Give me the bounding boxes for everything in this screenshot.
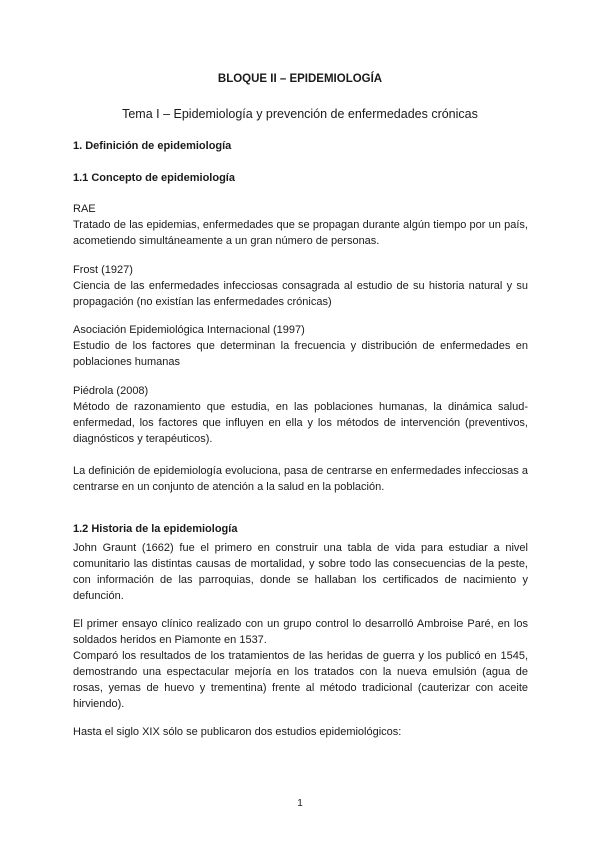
definition-source-frost: Frost (1927) bbox=[73, 264, 133, 276]
definition-source-aei: Asociación Epidemiológica Internacional (1997) bbox=[73, 324, 305, 336]
topic-subtitle: Tema I – Epidemiología y prevención de enfermedades crónicas bbox=[122, 107, 478, 121]
definition-text-aei: Estudio de los factores que determinan la frecuencia y distribución de enfermedades en poblaciones humanas bbox=[73, 340, 528, 368]
section-heading-1-2: 1.2 Historia de la epidemiología bbox=[73, 523, 238, 535]
definition-source-piedrola: Piédrola (2008) bbox=[73, 385, 149, 397]
document-title: BLOQUE II – EPIDEMIOLOGÍA bbox=[217, 73, 383, 85]
history-xix-paragraph: Hasta el siglo XIX sólo se publicaron dos estudios epidemiológicos: bbox=[73, 726, 402, 738]
evolution-paragraph: La definición de epidemiología evoluciona, pasa de centrarse en enfermedades infecciosas a centrarse en un conjunto de atención a la salud en la población. bbox=[73, 465, 528, 493]
definition-text-frost: Ciencia de las enfermedades infecciosas consagrada al estudio de su historia natural y su propagación (no existían las enfermedades crónicas) bbox=[73, 280, 528, 308]
section-heading-1-1: 1.1 Concepto de epidemiología bbox=[73, 172, 235, 184]
history-pare-paragraph-2: Comparó los resultados de los tratamientos de las heridas de guerra y los publicó en 1545, demostrando una espectacular mejoría en los tratados con la nueva emulsión (agua de rosas, yemas de huevo y trementina) frente al método tradicional (cauterizar con aceite hirviendo). bbox=[73, 650, 528, 710]
definition-text-rae: Tratado de las epidemias, enfermedades que se propagan durante algún tiempo por un país, acometiendo simultáneamente a un gran número de personas. bbox=[73, 219, 528, 247]
section-heading-1: 1. Definición de epidemiología bbox=[73, 140, 232, 152]
page-number: 1 bbox=[297, 798, 303, 809]
definition-text-piedrola: Método de razonamiento que estudia, en las poblaciones humanas, la dinámica salud-enfermedad, los factores que influyen en ella y los métodos de intervención (preventivos, diagnósticos y terapéuticos). bbox=[73, 401, 528, 445]
definition-source-rae: RAE bbox=[73, 203, 96, 215]
history-pare-paragraph-1: El primer ensayo clínico realizado con un grupo control lo desarrolló Ambroise Paré, en los soldados heridos en Piamonte en 1537. bbox=[73, 618, 528, 646]
history-graunt-paragraph: John Graunt (1662) fue el primero en construir una tabla de vida para estudiar a nivel comunitario las distintas causas de mortalidad, y sobre todo las consecuencias de la peste, con información de las parroquias, donde se hallaban los certificados de nacimiento y defunción. bbox=[73, 542, 528, 602]
